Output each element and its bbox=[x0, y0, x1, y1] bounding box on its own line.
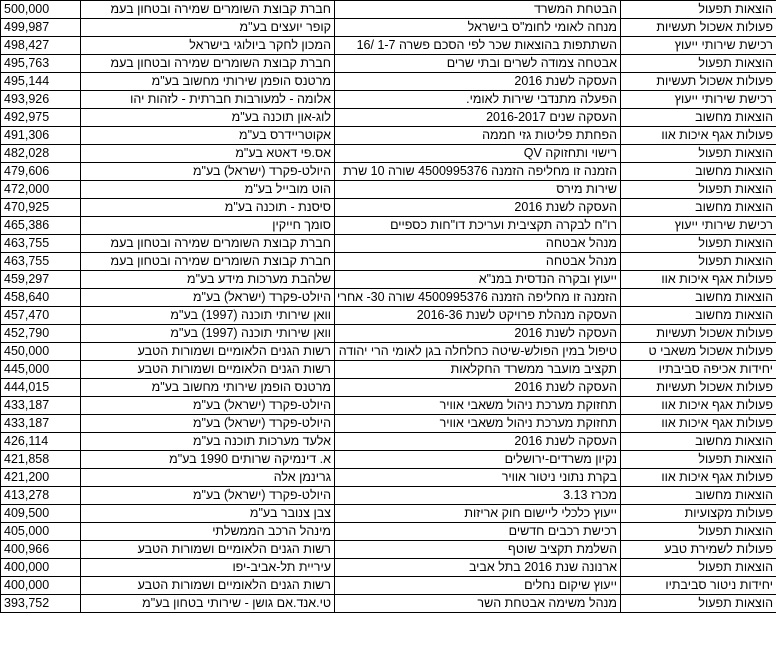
description-cell[interactable]: טיפול במין הפולש-שיטה כחלחלה בגן לאומי הרי יהודה bbox=[335, 343, 621, 361]
table-row bbox=[1, 307, 776, 325]
category-cell[interactable]: הוצאות מחשוב bbox=[621, 487, 776, 505]
amount-cell[interactable]: 493,926 bbox=[1, 91, 81, 109]
table-row bbox=[1, 415, 776, 433]
supplier-cell[interactable]: רשות הגנים הלאומיים ושמורות הטבע bbox=[81, 343, 335, 361]
supplier-cell[interactable]: צבן צנובר בע"מ bbox=[81, 505, 335, 523]
description-cell[interactable]: אבטחה צמודה לשרים ובתי שרים bbox=[335, 55, 621, 73]
amount-cell[interactable]: 421,858 bbox=[1, 451, 81, 469]
supplier-cell[interactable]: לוג-און תוכנה בע"מ bbox=[81, 109, 335, 127]
category-cell[interactable]: הוצאות תפעול bbox=[621, 235, 776, 253]
category-cell[interactable]: הוצאות מחשוב bbox=[621, 289, 776, 307]
amount-cell[interactable]: 470,925 bbox=[1, 199, 81, 217]
table-row bbox=[1, 325, 776, 343]
amount-cell[interactable]: 450,000 bbox=[1, 343, 81, 361]
amount-cell[interactable]: 492,975 bbox=[1, 109, 81, 127]
amount-cell[interactable]: 452,790 bbox=[1, 325, 81, 343]
category-cell[interactable]: פעולות אשכול תעשיות bbox=[621, 325, 776, 343]
supplier-cell[interactable]: מינהל הרכב הממשלתי bbox=[81, 523, 335, 541]
amount-cell[interactable]: 421,200 bbox=[1, 469, 81, 487]
amount-cell[interactable]: 433,187 bbox=[1, 397, 81, 415]
supplier-cell[interactable]: אלומה - למעורבות חברתית - לזהות יהו bbox=[81, 91, 335, 109]
category-cell[interactable]: הוצאות תפעול bbox=[621, 55, 776, 73]
supplier-cell[interactable]: חברת קבוצת השומרים שמירה ובטחון בעמ bbox=[81, 55, 335, 73]
supplier-cell[interactable]: קופר יועצים בע"מ bbox=[81, 19, 335, 37]
table-row bbox=[1, 541, 776, 559]
description-cell[interactable]: העסקה לשנת 2016 bbox=[335, 325, 621, 343]
description-cell[interactable]: ייעוץ כלכלי ליישום חוק אריזות bbox=[335, 505, 621, 523]
description-cell[interactable]: השתתפות בהוצאות שכר לפי הסכם פשרה 1-7 /16 bbox=[335, 37, 621, 55]
category-cell[interactable]: פעולות אגף איכות אוו bbox=[621, 397, 776, 415]
description-cell[interactable]: רכישת רכבים חדשים bbox=[335, 523, 621, 541]
supplier-cell[interactable]: מרטנס הופמן שירותי מחשוב בע"מ bbox=[81, 379, 335, 397]
description-cell[interactable]: מנהל אבטחה bbox=[335, 235, 621, 253]
description-cell[interactable]: רו"ח לבקרה תקציבית ועריכת דו"חות כספיים bbox=[335, 217, 621, 235]
table-row bbox=[1, 253, 776, 271]
category-cell[interactable]: יחידות ניטור סביבתיו bbox=[621, 577, 776, 595]
category-cell[interactable]: רכישת שירותי ייעוץ bbox=[621, 91, 776, 109]
description-cell[interactable]: הזמנה זו מחליפה הזמנה 4500995376 שורה 10 שרת bbox=[335, 163, 621, 181]
supplier-cell[interactable]: עיריית תל-אביב-יפו bbox=[81, 559, 335, 577]
supplier-cell[interactable]: וואן שירותי תוכנה (1997) בע"מ bbox=[81, 307, 335, 325]
supplier-cell[interactable]: המכון לחקר ביולוגי בישראל bbox=[81, 37, 335, 55]
description-cell[interactable]: העסקה לשנת 2016 bbox=[335, 379, 621, 397]
category-cell[interactable]: פעולות אגף איכות אוו bbox=[621, 415, 776, 433]
amount-cell[interactable]: 465,386 bbox=[1, 217, 81, 235]
category-cell[interactable]: הוצאות תפעול bbox=[621, 595, 776, 613]
amount-cell[interactable]: 482,028 bbox=[1, 145, 81, 163]
table-row bbox=[1, 577, 776, 595]
table-row bbox=[1, 145, 776, 163]
supplier-cell[interactable]: חברת קבוצת השומרים שמירה ובטחון בעמ bbox=[81, 253, 335, 271]
supplier-cell[interactable]: אקוטריידרס בע"מ bbox=[81, 127, 335, 145]
amount-cell[interactable]: 433,187 bbox=[1, 415, 81, 433]
description-cell[interactable]: העסקה מנהלת פרויקט לשנת 2016-36 bbox=[335, 307, 621, 325]
amount-cell[interactable]: 495,763 bbox=[1, 55, 81, 73]
description-cell[interactable]: ארנונה שנת 2016 בתל אביב bbox=[335, 559, 621, 577]
table-row bbox=[1, 469, 776, 487]
description-cell[interactable]: ייעוץ שיקום נחלים bbox=[335, 577, 621, 595]
amount-cell[interactable]: 458,640 bbox=[1, 289, 81, 307]
category-cell[interactable]: הוצאות תפעול bbox=[621, 253, 776, 271]
description-cell[interactable]: תחזוקת מערכת ניהול משאבי אוויר bbox=[335, 397, 621, 415]
supplier-cell[interactable]: היולט-פקרד (ישראל) בע"מ bbox=[81, 487, 335, 505]
category-cell[interactable]: פעולות אשכול תעשיות bbox=[621, 73, 776, 91]
description-cell[interactable]: העסקה לשנת 2016 bbox=[335, 433, 621, 451]
amount-cell[interactable]: 479,606 bbox=[1, 163, 81, 181]
description-cell[interactable]: השלמת תקציב שוטף bbox=[335, 541, 621, 559]
table-row bbox=[1, 19, 776, 37]
supplier-cell[interactable]: רשות הגנים הלאומיים ושמורות הטבע bbox=[81, 541, 335, 559]
table-row bbox=[1, 289, 776, 307]
supplier-cell[interactable]: רשות הגנים הלאומיים ושמורות הטבע bbox=[81, 361, 335, 379]
table-row bbox=[1, 595, 776, 613]
supplier-cell[interactable]: א. דינמיקה שרותים 1990 בע"מ bbox=[81, 451, 335, 469]
description-cell[interactable]: מנחה לאומי לחומ"ס בישראל bbox=[335, 19, 621, 37]
table-row bbox=[1, 487, 776, 505]
table-row bbox=[1, 55, 776, 73]
amount-cell[interactable]: 500,000 bbox=[1, 1, 81, 19]
amount-cell[interactable]: 495,144 bbox=[1, 73, 81, 91]
supplier-cell[interactable]: אלעד מערכות תוכנה בע"מ bbox=[81, 433, 335, 451]
supplier-cell[interactable]: היולט-פקרד (ישראל) בע"מ bbox=[81, 397, 335, 415]
supplier-cell[interactable]: חברת קבוצת השומרים שמירה ובטחון בעמ bbox=[81, 235, 335, 253]
description-cell[interactable]: העסקה לשנת 2016 bbox=[335, 73, 621, 91]
table-row bbox=[1, 433, 776, 451]
table-row bbox=[1, 109, 776, 127]
amount-cell[interactable]: 499,987 bbox=[1, 19, 81, 37]
amount-cell[interactable]: 445,000 bbox=[1, 361, 81, 379]
spreadsheet-body bbox=[1, 1, 776, 613]
category-cell[interactable]: הוצאות מחשוב bbox=[621, 163, 776, 181]
category-cell[interactable]: הוצאות תפעול bbox=[621, 1, 776, 19]
description-cell[interactable]: שירות מירס bbox=[335, 181, 621, 199]
description-cell[interactable]: מכרז 3.13 bbox=[335, 487, 621, 505]
amount-cell[interactable]: 400,966 bbox=[1, 541, 81, 559]
description-cell[interactable]: מנהל אבטחה bbox=[335, 253, 621, 271]
supplier-cell[interactable]: מרטנס הופמן שירותי מחשוב בע"מ bbox=[81, 73, 335, 91]
category-cell[interactable]: פעולות מקצועיות bbox=[621, 505, 776, 523]
description-cell[interactable]: הבטחת המשרד bbox=[335, 1, 621, 19]
supplier-cell[interactable]: היולט-פקרד (ישראל) בע"מ bbox=[81, 289, 335, 307]
category-cell[interactable]: רכישת שירותי ייעוץ bbox=[621, 37, 776, 55]
table-row bbox=[1, 505, 776, 523]
amount-cell[interactable]: 472,000 bbox=[1, 181, 81, 199]
amount-cell[interactable]: 457,470 bbox=[1, 307, 81, 325]
table-row bbox=[1, 559, 776, 577]
amount-cell[interactable]: 459,297 bbox=[1, 271, 81, 289]
category-cell[interactable]: הוצאות תפעול bbox=[621, 523, 776, 541]
supplier-cell[interactable]: טי.אנד.אם גושן - שירותי בטחון בע"מ bbox=[81, 595, 335, 613]
description-cell[interactable]: הפחתת פליטות גזי חממה bbox=[335, 127, 621, 145]
amount-cell[interactable]: 463,755 bbox=[1, 253, 81, 271]
supplier-cell[interactable]: אס.פי דאטא בע"מ bbox=[81, 145, 335, 163]
amount-cell[interactable]: 498,427 bbox=[1, 37, 81, 55]
category-cell[interactable]: פעולות אשכול תעשיות bbox=[621, 19, 776, 37]
supplier-cell[interactable]: שלהבת מערכות מידע בע"מ bbox=[81, 271, 335, 289]
table-row bbox=[1, 343, 776, 361]
supplier-cell[interactable]: וואן שירותי תוכנה (1997) בע"מ bbox=[81, 325, 335, 343]
category-cell[interactable]: הוצאות תפעול bbox=[621, 181, 776, 199]
table-row bbox=[1, 163, 776, 181]
table-row bbox=[1, 91, 776, 109]
table-row bbox=[1, 235, 776, 253]
table-row bbox=[1, 361, 776, 379]
category-cell[interactable]: הוצאות תפעול bbox=[621, 451, 776, 469]
category-cell[interactable]: הוצאות מחשוב bbox=[621, 199, 776, 217]
description-cell[interactable]: רישוי ותחזוקה QV bbox=[335, 145, 621, 163]
table-row bbox=[1, 451, 776, 469]
description-cell[interactable]: נקיון משרדים-ירושלים bbox=[335, 451, 621, 469]
category-cell[interactable]: הוצאות תפעול bbox=[621, 559, 776, 577]
supplier-cell[interactable]: היולט-פקרד (ישראל) בע"מ bbox=[81, 163, 335, 181]
amount-cell[interactable]: 393,752 bbox=[1, 595, 81, 613]
description-cell[interactable]: העסקה שנים 2016-2017 bbox=[335, 109, 621, 127]
supplier-cell[interactable]: היולט-פקרד (ישראל) בע"מ bbox=[81, 415, 335, 433]
description-cell[interactable]: הפעלה מתנדבי שירות לאומי. bbox=[335, 91, 621, 109]
category-cell[interactable]: פעולות אגף איכות אוו bbox=[621, 271, 776, 289]
amount-cell[interactable]: 409,500 bbox=[1, 505, 81, 523]
table-row bbox=[1, 523, 776, 541]
amount-cell[interactable]: 463,755 bbox=[1, 235, 81, 253]
category-cell[interactable]: פעולות אגף איכות אוו bbox=[621, 469, 776, 487]
amount-cell[interactable]: 405,000 bbox=[1, 523, 81, 541]
category-cell[interactable]: יחידות אכיפה סביבתיו bbox=[621, 361, 776, 379]
description-cell[interactable]: תחזוקת מערכת ניהול משאבי אוויר bbox=[335, 415, 621, 433]
amount-cell[interactable]: 400,000 bbox=[1, 577, 81, 595]
table-row bbox=[1, 271, 776, 289]
description-cell[interactable]: העסקה לשנת 2016 bbox=[335, 199, 621, 217]
table-row bbox=[1, 37, 776, 55]
table-row bbox=[1, 217, 776, 235]
supplier-cell[interactable]: סומך חייקין bbox=[81, 217, 335, 235]
category-cell[interactable]: הוצאות מחשוב bbox=[621, 433, 776, 451]
table-row bbox=[1, 397, 776, 415]
amount-cell[interactable]: 426,114 bbox=[1, 433, 81, 451]
supplier-cell[interactable]: רשות הגנים הלאומיים ושמורות הטבע bbox=[81, 577, 335, 595]
supplier-cell[interactable]: סיסנת - תוכנה בע"מ bbox=[81, 199, 335, 217]
category-cell[interactable]: הוצאות מחשוב bbox=[621, 109, 776, 127]
description-cell[interactable]: ייעוץ ובקרה הנדסית במנ"א bbox=[335, 271, 621, 289]
table-row bbox=[1, 127, 776, 145]
description-cell[interactable]: בקרת נתוני ניטור אוויר bbox=[335, 469, 621, 487]
category-cell[interactable]: הוצאות מחשוב bbox=[621, 307, 776, 325]
category-cell[interactable]: פעולות אשכול תעשיות bbox=[621, 379, 776, 397]
category-cell[interactable]: פעולות אשכול משאבי ט bbox=[621, 343, 776, 361]
amount-cell[interactable]: 491,306 bbox=[1, 127, 81, 145]
table-row bbox=[1, 181, 776, 199]
table-row bbox=[1, 1, 776, 19]
description-cell[interactable]: תקציב מועבר ממשרד החקלאות bbox=[335, 361, 621, 379]
supplier-cell[interactable]: הוט מובייל בע"מ bbox=[81, 181, 335, 199]
description-cell[interactable]: מנהל משימה אבטחת השר bbox=[335, 595, 621, 613]
supplier-cell[interactable]: חברת קבוצת השומרים שמירה ובטחון בעמ bbox=[81, 1, 335, 19]
table-row bbox=[1, 379, 776, 397]
category-cell[interactable]: רכישת שירותי ייעוץ bbox=[621, 217, 776, 235]
description-cell[interactable]: הזמנה זו מחליפה הזמנה 4500995376 שורה 30- אחרי bbox=[335, 289, 621, 307]
table-row bbox=[1, 73, 776, 91]
amount-cell[interactable]: 444,015 bbox=[1, 379, 81, 397]
table-row bbox=[1, 199, 776, 217]
amount-cell[interactable]: 413,278 bbox=[1, 487, 81, 505]
supplier-cell[interactable]: גרינמן אלה bbox=[81, 469, 335, 487]
category-cell[interactable]: פעולות לשמירת טבע bbox=[621, 541, 776, 559]
category-cell[interactable]: הוצאות תפעול bbox=[621, 145, 776, 163]
amount-cell[interactable]: 400,000 bbox=[1, 559, 81, 577]
category-cell[interactable]: פעולות אגף איכות אוו bbox=[621, 127, 776, 145]
